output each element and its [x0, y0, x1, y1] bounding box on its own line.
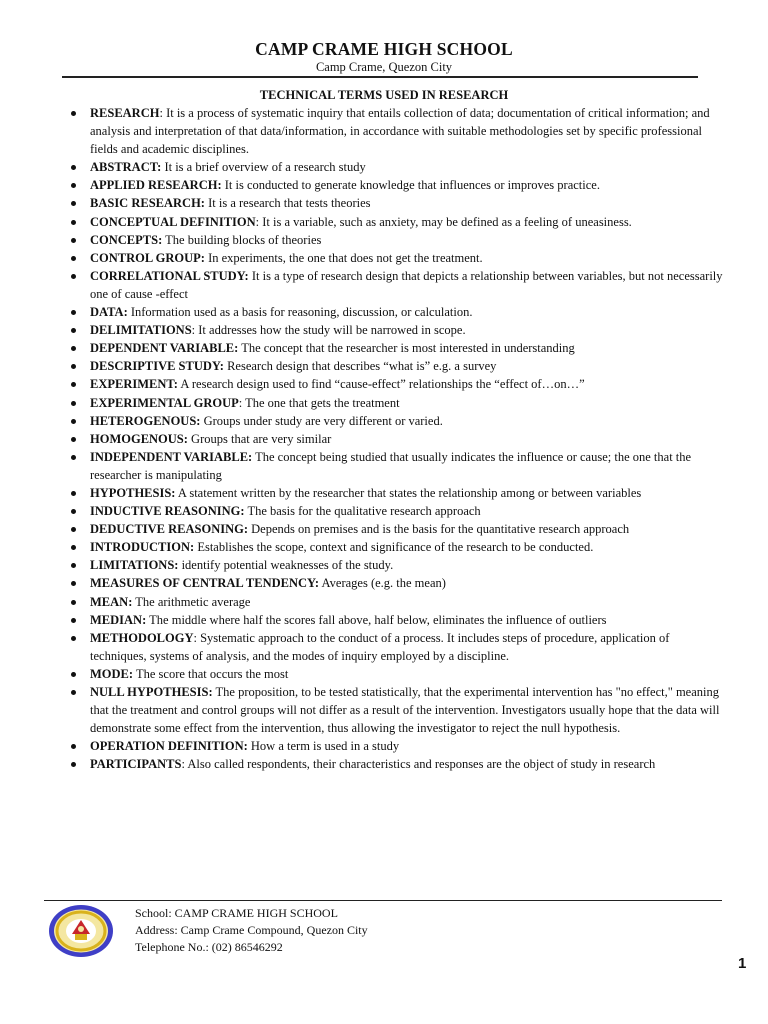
term-definition: It is conducted to generate knowledge that influences or improves practice. [224, 178, 600, 193]
term-item [90, 394, 724, 412]
term-definition: Establishes the scope, context and significance of the research to be conducted. [197, 540, 594, 555]
term-item [90, 502, 724, 520]
term-label: NULL HYPOTHESIS: [90, 685, 213, 699]
term-item [90, 339, 724, 357]
term-separator: : [159, 106, 167, 120]
term-definition: It is a process of systematic inquiry that entails collection of data; documentation of critical information; and analysis and interpretation of that data/information, in accordance with suitable methodologies set by specific professional fields and academic disciplines. [90, 106, 710, 157]
term-item [90, 665, 724, 683]
term-label: CONCEPTUAL DEFINITION [90, 214, 256, 229]
header-divider [62, 76, 698, 78]
term-item [90, 375, 724, 393]
term-definition: The building blocks of theories [165, 232, 322, 247]
term-label: MEASURES OF CENTRAL TENDENCY: [90, 576, 320, 591]
term-item [90, 755, 724, 773]
term-definition: The one that gets the treatment [245, 395, 400, 410]
term-separator: : [255, 214, 263, 229]
term-item [90, 574, 724, 592]
term-label: OPERATION DEFINITION: [90, 739, 248, 754]
term-item [90, 267, 724, 303]
term-item [90, 629, 724, 665]
term-item [90, 194, 724, 212]
term-item [90, 538, 724, 556]
term-label: DEPENDENT VARIABLE: [90, 341, 239, 356]
term-label: DEDUCTIVE REASONING: [90, 522, 249, 537]
term-item [90, 213, 724, 231]
term-item [90, 430, 724, 448]
term-item [90, 737, 724, 755]
term-label: DATA: [90, 305, 128, 320]
school-location: Camp Crame, Quezon City [315, 60, 453, 74]
term-label: ABSTRACT: [90, 160, 162, 175]
term-label: MODE: [90, 666, 134, 681]
footer-divider [44, 900, 722, 901]
term-item [90, 520, 724, 538]
school-name: CAMP CRAME HIGH SCHOOL [255, 39, 513, 59]
term-item [90, 321, 724, 339]
term-definition: The score that occurs the most [135, 666, 289, 681]
term-item [90, 412, 724, 430]
term-definition: It addresses how the study will be narrowed in scope. [198, 323, 466, 338]
term-definition: Information used as a basis for reasoning, discussion, or calculation. [130, 305, 473, 320]
term-item [90, 611, 724, 629]
term-definition: It is a variable, such as anxiety, may be defined as a feeling of uneasiness. [262, 214, 632, 229]
term-label: CORRELATIONAL STUDY: [90, 268, 249, 283]
term-definition: Research design that describes “what is” e.g. a survey [227, 359, 497, 374]
footer-contact [135, 905, 368, 956]
term-definition: Also called respondents, their characteristics and responses are the object of study in research [187, 757, 656, 772]
term-label: LIMITATIONS: [90, 558, 179, 573]
term-item [90, 683, 724, 737]
term-definition: The concept that the researcher is most interested in understanding [241, 341, 575, 356]
term-label: EXPERIMENT: [90, 377, 178, 392]
term-item [90, 176, 724, 194]
term-definition: The proposition, to be tested statistically, that the experimental intervention has "no effect," meaning that the treatment and control groups will not differ as a result of the intervention. Investigators usually hope that the data will demonstrate some effect from the intervention, thus allowing the investigator to reject the null hypothesis. [90, 685, 720, 736]
term-definition: Averages (e.g. the mean) [321, 576, 446, 591]
footer-telephone: Telephone No.: (02) 86546292 [135, 940, 283, 954]
term-definition: It is a brief overview of a research study [164, 160, 366, 175]
term-item [90, 104, 724, 158]
term-definition: The concept being studied that usually indicates the influence or cause; the one that the researcher is manipulating [90, 449, 692, 482]
term-definition: A statement written by the researcher that states the relationship among or between variables [177, 485, 642, 500]
term-label: PARTICIPANTS [90, 757, 182, 772]
term-item [90, 484, 724, 502]
term-item [90, 448, 724, 484]
term-item [90, 556, 724, 574]
term-label: CONCEPTS: [90, 232, 163, 247]
document-title: TECHNICAL TERMS USED IN RESEARCH [259, 88, 509, 102]
term-definition: Groups under study are very different or varied. [203, 413, 443, 428]
term-item [90, 158, 724, 176]
term-definition: The arithmetic average [135, 594, 251, 609]
term-separator: : [238, 395, 246, 410]
term-separator: : [193, 630, 201, 645]
term-definition: It is a research that tests theories [208, 196, 371, 211]
term-definition: A research design used to find “cause-effect” relationships the “effect of…on…” [180, 377, 585, 392]
term-item [90, 249, 724, 267]
term-label: HETEROGENOUS: [90, 413, 201, 428]
term-definition: Depends on premises and is the basis for the quantitative research approach [251, 522, 630, 537]
footer-address: Address: Camp Crame Compound, Quezon City [135, 923, 368, 937]
term-definition: The middle where half the scores fall above, half below, eliminates the influence of outliers [149, 612, 607, 627]
term-definition: identify potential weaknesses of the study. [181, 558, 394, 573]
term-label: EXPERIMENTAL GROUP [90, 395, 239, 410]
term-label: MEAN: [90, 594, 133, 609]
term-separator: : [181, 757, 188, 772]
term-item [90, 231, 724, 249]
page-number: 1 [738, 955, 747, 972]
term-label: DESCRIPTIVE STUDY: [90, 359, 224, 374]
term-item [90, 303, 724, 321]
term-definition: Systematic approach to the conduct of a process. It includes steps of procedure, application of techniques, systems of analysis, and the modes of inquiry employed by a discipline. [90, 630, 670, 663]
term-label: INDUCTIVE REASONING: [90, 504, 245, 519]
term-label: INDEPENDENT VARIABLE: [90, 449, 253, 464]
term-label: BASIC RESEARCH: [90, 196, 205, 211]
term-item [90, 593, 724, 611]
term-label: MEDIAN: [90, 612, 147, 627]
document-header [0, 38, 768, 75]
term-label: INTRODUCTION: [90, 540, 195, 555]
footer-school: School: CAMP CRAME HIGH SCHOOL [135, 906, 338, 920]
term-definition: The basis for the qualitative research approach [247, 504, 481, 519]
term-label: RESEARCH [90, 106, 160, 120]
term-item [90, 357, 724, 375]
term-label: APPLIED RESEARCH: [90, 178, 222, 193]
term-label: METHODOLOGY [90, 630, 194, 645]
term-label: DELIMITATIONS [90, 323, 192, 338]
term-label: CONTROL GROUP: [90, 250, 205, 265]
terms-list [90, 104, 724, 773]
term-label: HOMOGENOUS: [90, 431, 188, 446]
term-definition: Groups that are very similar [191, 431, 332, 446]
term-definition: In experiments, the one that does not get the treatment. [208, 250, 483, 265]
school-seal-icon [48, 904, 114, 958]
term-definition: How a term is used in a study [250, 739, 400, 754]
term-separator: : [191, 323, 199, 338]
term-label: HYPOTHESIS: [90, 485, 176, 500]
term-definition: It is a type of research design that depicts a relationship between variables, but not necessarily one of cause -effect [90, 268, 723, 301]
